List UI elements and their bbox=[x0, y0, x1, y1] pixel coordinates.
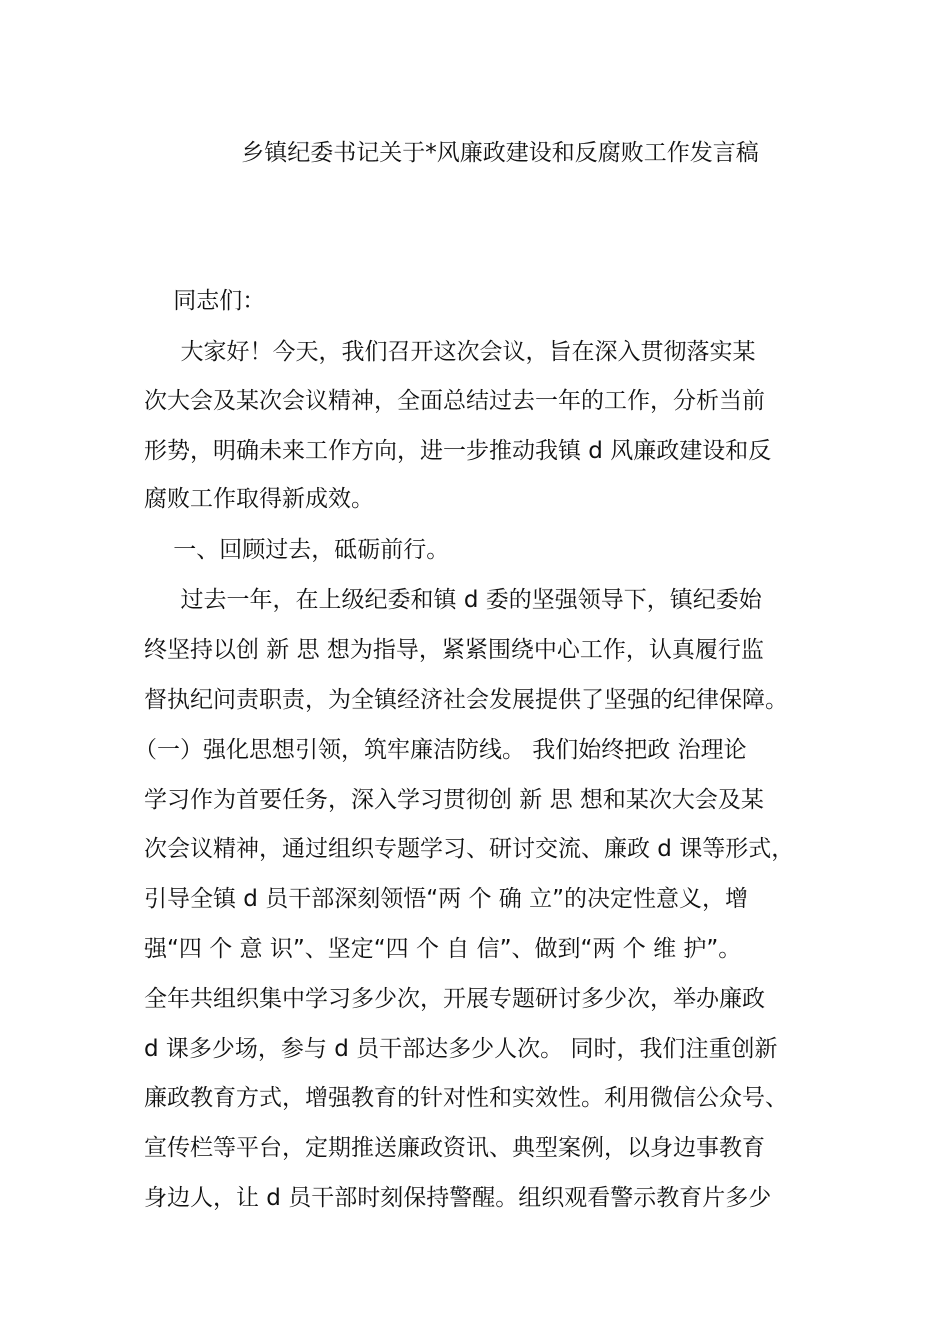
paragraph-line: 终坚持以创 新 思 想为指导，紧紧围绕中心工作，认真履行监 bbox=[144, 637, 764, 663]
paragraph-line: 督执纪问责职责，为全镇经济社会发展提供了坚强的纪律保障。 bbox=[144, 687, 788, 713]
paragraph-line: （一）强化思想引领，筑牢廉洁防线。 我们始终把政 治理论 bbox=[134, 737, 747, 763]
paragraph-line: d 课多少场，参与 d 员干部达多少人次。 同时，我们注重创新 bbox=[144, 1036, 778, 1062]
paragraph-line: 次大会及某次会议精神，全面总结过去一年的工作，分析当前 bbox=[144, 388, 765, 414]
paragraph-line: 同志们： bbox=[144, 288, 266, 314]
paragraph-line: 强“四 个 意 识”、坚定“四 个 自 信”、做到“两 个 维 护”。 bbox=[144, 936, 742, 962]
paragraph-line: 宣传栏等平台，定期推送廉政资讯、典型案例，以身边事教育 bbox=[144, 1135, 765, 1161]
paragraph-line: 形势，明确未来工作方向，进一步推动我镇 d 风廉政建设和反 bbox=[144, 438, 772, 464]
paragraph-line: 大家好！今天，我们召开这次会议，旨在深入贯彻落实某 bbox=[144, 339, 756, 365]
paragraph-line: 廉政教育方式，增强教育的针对性和实效性。利用微信公众号、 bbox=[144, 1085, 788, 1111]
paragraph-line: 腐败工作取得新成效。 bbox=[144, 486, 374, 512]
paragraph-line: 身边人，让 d 员干部时刻保持警醒。组织观看警示教育片多少 bbox=[144, 1185, 772, 1211]
section-heading: 一、回顾过去，砥砺前行。 bbox=[144, 537, 450, 563]
paragraph-line: 全年共组织集中学习多少次，开展专题研讨多少次，举办廉政 bbox=[144, 986, 765, 1012]
paragraph-line: 过去一年，在上级纪委和镇 d 委的坚强领导下，镇纪委始 bbox=[144, 587, 762, 613]
paragraph-line: 学习作为首要任务，深入学习贯彻创 新 思 想和某次大会及某 bbox=[144, 787, 764, 813]
paragraph-line: 引导全镇 d 员干部深刻领悟“两 个 确 立”的决定性意义，增 bbox=[144, 886, 748, 912]
paragraph-line: 次会议精神，通过组织专题学习、研讨交流、廉政 d 课等形式， bbox=[144, 836, 795, 862]
document-title: 乡镇纪委书记关于*风廉政建设和反腐败工作发言稿 bbox=[241, 140, 759, 166]
